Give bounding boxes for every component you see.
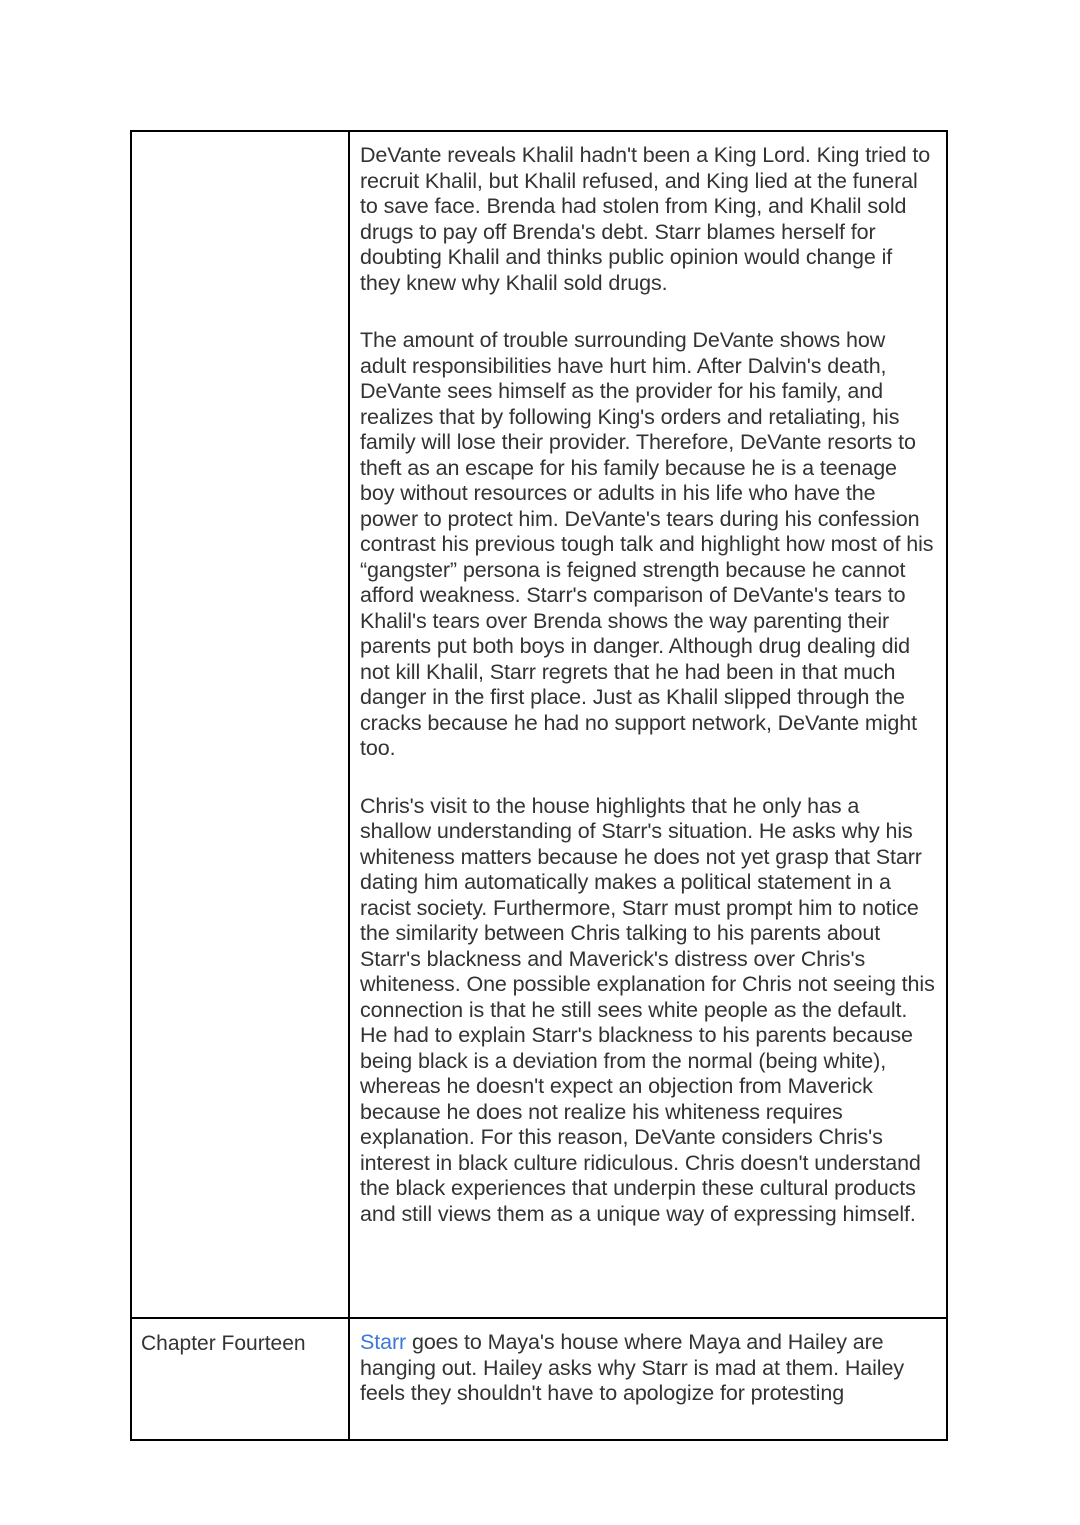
- analysis-paragraph: Chris's visit to the house highlights that he only has a shallow understanding of Starr's situation. He asks why his whiteness matters because he does not yet grasp that Starr dating him automatically makes a political statement in a racist society. Furthermore, Starr must prompt him to notice the similarity between Chris talking to his parents about Starr's blackness and Maverick's distress over Chris's whiteness. One possible explanation for Chris not seeing this connection is that he still sees white people as the default. He had to explain Starr's blackness to his parents because being black is a deviation from the normal (being white), whereas he doesn't expect an objection from Maverick because he does not realize his whiteness requires explanation. For this reason, DeVante considers Chris's interest in black culture ridiculous. Chris doesn't understand the black experiences that underpin these cultural products and still views them as a unique way of expressing himself.: [360, 793, 935, 1226]
- chapter-summary-table: [130, 130, 948, 1441]
- summary-paragraph: [360, 1330, 936, 1407]
- summary-text: goes to Maya's house where Maya and Hailey are hanging out. Hailey asks why Starr is mad at them. Hailey feels they shouldn't have to apologize for protesting: [360, 1330, 904, 1405]
- table-row: [131, 1318, 947, 1440]
- analysis-paragraph: The amount of trouble surrounding DeVante shows how adult responsibilities have hurt him. After Dalvin's death, DeVante sees himself as the provider for his family, and realizes that by following King's orders and retaliating, his family will lose their provider. Therefore, DeVante resorts to theft as an escape for his family because he is a teenage boy without resources or adults in his life who have the power to protect him. DeVante's tears during his confession contrast his previous tough talk and highlight how most of his “gangster” persona is feigned strength because he cannot afford weakness. Starr's comparison of DeVante's tears to Khalil's tears over Brenda shows the way parenting their parents put both boys in danger. Although drug dealing did not kill Khalil, Starr regrets that he had been in that much danger in the first place. Just as Khalil slipped through the cracks because he had no support network, DeVante might too.: [360, 328, 934, 760]
- summary-paragraph: DeVante reveals Khalil hadn't been a King Lord. King tried to recruit Khalil, but Khalil refused, and King lied at the funeral to save face. Brenda had stolen from King, and Khalil sold drugs to pay off Brenda's debt. Starr blames herself for doubting Khalil and thinks public opinion would change if they knew why Khalil sold drugs.: [360, 143, 931, 295]
- character-link[interactable]: Starr: [360, 1330, 407, 1354]
- chapter-label-cell: Chapter Fourteen: [131, 1318, 349, 1440]
- chapter-label-cell: [131, 131, 349, 1318]
- summary-cell: [349, 1318, 947, 1440]
- table-row: [131, 131, 947, 1318]
- summary-cell: [349, 131, 947, 1318]
